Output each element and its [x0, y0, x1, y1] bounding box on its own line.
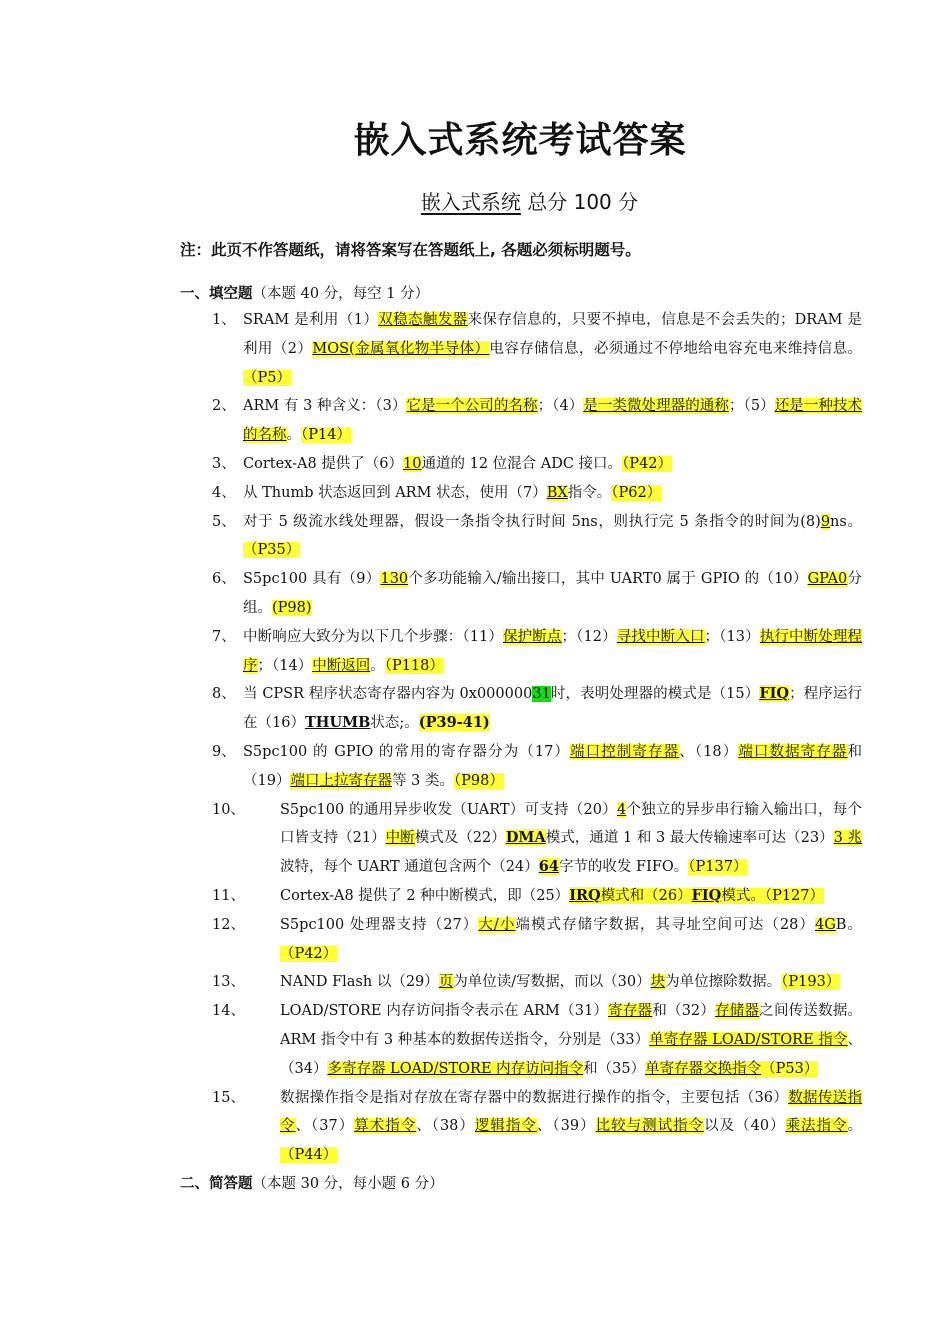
question-text: S5pc100 处理器支持（27）: [280, 916, 479, 933]
question-7: [212, 623, 862, 681]
page-reference: （P62）: [611, 484, 662, 501]
section-fill-blank-heading: [180, 282, 429, 303]
question-number: 1、: [212, 312, 236, 328]
question-text: 分组。: [243, 571, 863, 616]
answer: 大/小: [478, 916, 516, 933]
page-reference: (P98): [272, 599, 312, 616]
question-text: ；（12）: [561, 628, 617, 645]
page-reference: （P127）: [764, 887, 825, 904]
question-text: 模式及（22）: [414, 830, 506, 847]
answer: DMA: [505, 829, 546, 847]
answer: 130: [380, 571, 409, 588]
answer: 双稳态触发器: [378, 312, 468, 328]
question-text: ns。: [830, 513, 863, 530]
answer: 多寄存器 LOAD/STORE 内存访问指令: [327, 1060, 584, 1077]
question-8: [212, 680, 862, 738]
answer: THUMB: [304, 714, 371, 732]
question-text: 、（18）: [679, 743, 739, 760]
question-text: 。: [286, 427, 301, 444]
page-reference: （P53）: [761, 1060, 819, 1077]
question-list: [212, 306, 862, 1170]
section-desc: （本题 30 分，每小题 6 分）: [252, 1176, 444, 1192]
question-9: [212, 738, 862, 796]
question-text: 等 3 类。: [391, 772, 454, 789]
page-title: 嵌入式系统考试答案: [353, 120, 687, 161]
question-text: 状态;。: [370, 715, 419, 732]
question-text: ；（5）: [728, 398, 775, 415]
question-number: 11、: [212, 887, 245, 904]
answer: 乘法指令: [785, 1118, 848, 1135]
question-12: [212, 911, 862, 969]
question-1: [212, 306, 862, 392]
section-short-answer-heading: [180, 1172, 444, 1193]
answer: 数据传送指令: [280, 1089, 863, 1135]
question-text: 字节的收发 FIFO。: [558, 859, 689, 876]
answer: 比较与测试指令: [595, 1118, 705, 1135]
question-text: LOAD/STORE 内存访问指令表示在 ARM（31）: [280, 1003, 609, 1020]
answer: 单寄存器 LOAD/STORE 指令: [649, 1031, 848, 1048]
answer: IRQ: [569, 886, 601, 904]
question-number: 13、: [212, 974, 245, 991]
page-reference: （P42）: [280, 945, 338, 962]
question-text: SRAM 是利用（1）: [243, 312, 379, 328]
question-2: [212, 392, 862, 450]
question-text: 从 Thumb 状态返回到 ARM 状态，使用（7）: [243, 484, 547, 501]
answer: 中断返回: [312, 657, 371, 674]
answer: 存储器: [715, 1003, 760, 1020]
question-text: 个多功能输入/输出接口，其中 UART0 属于 GPIO 的（10）: [408, 571, 808, 588]
page-reference: （P193）: [781, 974, 841, 991]
question-text: NAND Flash 以（29）: [280, 974, 439, 991]
answer: 算术指令: [354, 1118, 417, 1135]
question-text: Cortex-A8 提供了 2 种中断模式，即（25）: [280, 887, 570, 904]
question-text: 通道的 12 位混合 ADC 接口。: [421, 455, 623, 472]
question-text: 时，表明处理器的模式是（15）: [550, 686, 760, 703]
question-number: 4、: [212, 484, 236, 501]
answer: 单寄存器交换指令: [645, 1060, 762, 1077]
question-text: B。: [835, 916, 863, 933]
question-text: 之间传送数据。ARM 指令中有 3 种基本的数据传送指令，分别是（33）: [280, 1003, 863, 1048]
question-14: [212, 997, 862, 1083]
page-reference: (P39-41): [418, 714, 490, 732]
question-text: 。: [847, 1118, 863, 1135]
answer: 是一类微处理器的通称: [583, 398, 729, 415]
question-text: S5pc100 的通用异步收发（UART）可支持（20）: [280, 801, 617, 818]
question-6: [212, 565, 862, 623]
section-label: 一、填空题: [180, 286, 253, 302]
question-text: ；（14）: [257, 657, 313, 674]
answer: 还是一种技术的名称: [243, 398, 863, 444]
question-text: 和（19）: [243, 743, 862, 789]
answer: 端口控制寄存器: [570, 743, 680, 760]
question-number: 6、: [212, 571, 236, 588]
answer: FIQ: [759, 685, 790, 703]
answer: 4G: [814, 916, 836, 933]
question-10: [212, 796, 862, 882]
question-text: ；（4）: [537, 398, 584, 415]
question-text: 模式，通道 1 和 3 最大传输速率可达（23）: [545, 830, 834, 847]
course-name: 嵌入式系统: [420, 190, 521, 214]
question-15: [212, 1084, 862, 1170]
section-label: 二、简答题: [180, 1176, 253, 1192]
question-text: ；程序运行在（16）: [243, 686, 862, 732]
question-text: 和（35）: [583, 1060, 646, 1077]
question-number: 2、: [212, 398, 236, 415]
question-text: 为单位擦除数据。: [665, 974, 782, 991]
question-text: 波特，每个 UART 通道包含两个（24）: [280, 859, 539, 876]
answer: 页: [438, 974, 454, 991]
question-text: Cortex-A8 提供了（6）: [243, 455, 404, 472]
question-text: 端模式存储字数据，其寻址空间可达（28）: [515, 916, 815, 933]
question-text: ；（13）: [704, 628, 760, 645]
answer: 逻辑指令: [474, 1118, 537, 1135]
question-text: 当 CPSR 程序状态寄存器内容为 0x000000: [243, 686, 533, 703]
answer: 9: [820, 513, 831, 530]
question-11: [212, 882, 862, 911]
question-text: 电容存储信息，必须通过不停地给电容充电来维持信息。: [489, 340, 863, 357]
answer: 寄存器: [608, 1003, 653, 1020]
question-text: 、（34）: [280, 1031, 862, 1077]
answer: 中断: [385, 830, 415, 847]
question-text: 来保存信息的，只要不掉电，信息是不会丢失的；DRAM 是利用（2）: [243, 312, 863, 357]
answer: 4: [616, 801, 627, 818]
question-number: 7、: [212, 628, 236, 645]
page-reference: （P44）: [280, 1147, 338, 1164]
question-text: 模式和（26）: [600, 887, 692, 904]
question-4: [212, 479, 862, 508]
question-5: [212, 508, 862, 566]
answer: 端口数据寄存器: [738, 743, 848, 760]
question-3: [212, 450, 862, 479]
answer: MOS(金属氧化物半导体）: [312, 340, 490, 357]
question-text: 和（32）: [652, 1003, 716, 1020]
page-reference: （P35）: [243, 542, 301, 559]
instruction-note: 注：此页不作答题纸，请将答案写在答题纸上, 各题必须标明题号。: [180, 241, 641, 259]
answer: 3 兆: [833, 830, 863, 847]
answer: 执行中断处理程序: [243, 628, 863, 674]
page-subtitle: [0, 186, 950, 215]
question-number: 12、: [212, 916, 245, 933]
page-reference: （P5）: [243, 369, 291, 386]
question-text: S5pc100 的 GPIO 的常用的寄存器分为（17）: [243, 743, 571, 760]
question-text: S5pc100 具有（9）: [243, 571, 381, 588]
page-reference: （P137）: [688, 859, 748, 876]
question-text: 数据操作指令是指对存放在寄存器中的数据进行操作的指令，主要包括（36）: [280, 1089, 789, 1106]
question-text: 、（39）: [536, 1118, 596, 1135]
question-text: 模式。: [721, 887, 765, 904]
question-text: 指令。: [567, 484, 612, 501]
question-text: 对于 5 级流水线处理器，假设一条指令执行时间 5ns，则执行完 5 条指令的时间为(8): [243, 513, 821, 530]
question-13: [212, 968, 862, 997]
answer: FIQ: [691, 886, 722, 904]
question-text: 、（38）: [416, 1118, 475, 1135]
answer: BX: [546, 484, 568, 501]
question-number: 15、: [212, 1089, 245, 1106]
answer: 块: [650, 974, 666, 991]
question-number: 14、: [212, 1003, 245, 1020]
page-reference: （P14）: [301, 427, 351, 444]
question-text: 个独立的异步串行输入输出口，每个口皆支持（21）: [280, 801, 862, 847]
answer: 端口上拉寄存器: [290, 772, 392, 789]
answer: 10: [403, 455, 422, 472]
answer: 寻找中断入口: [616, 628, 705, 645]
green-highlight: 31: [532, 686, 551, 703]
page-reference: （P118）: [384, 657, 444, 674]
question-number: 10、: [212, 801, 245, 818]
question-number: 5、: [212, 513, 236, 530]
total-score: 总分 100 分: [527, 190, 639, 214]
question-text: 以及（40）: [704, 1118, 786, 1135]
question-text: 中断响应大致分为以下几个步骤：（11）: [243, 628, 504, 645]
answer: GPA0: [807, 571, 848, 588]
question-number: 8、: [212, 686, 236, 703]
question-number: 3、: [212, 455, 236, 472]
question-text: 、（37）: [295, 1118, 355, 1135]
answer: 64: [538, 858, 559, 876]
answer: 它是一个公司的名称: [406, 398, 538, 415]
question-text: 为单位读/写数据，而以（30）: [453, 974, 651, 991]
page-reference: （P42）: [622, 455, 673, 472]
question-text: 。: [370, 657, 385, 674]
question-number: 9、: [212, 743, 236, 760]
question-text: ARM 有 3 种含义：（3）: [243, 398, 407, 415]
page-reference: （P98）: [453, 772, 504, 789]
section-desc: （本题 40 分，每空 1 分）: [252, 286, 430, 302]
answer: 保护断点: [503, 628, 562, 645]
